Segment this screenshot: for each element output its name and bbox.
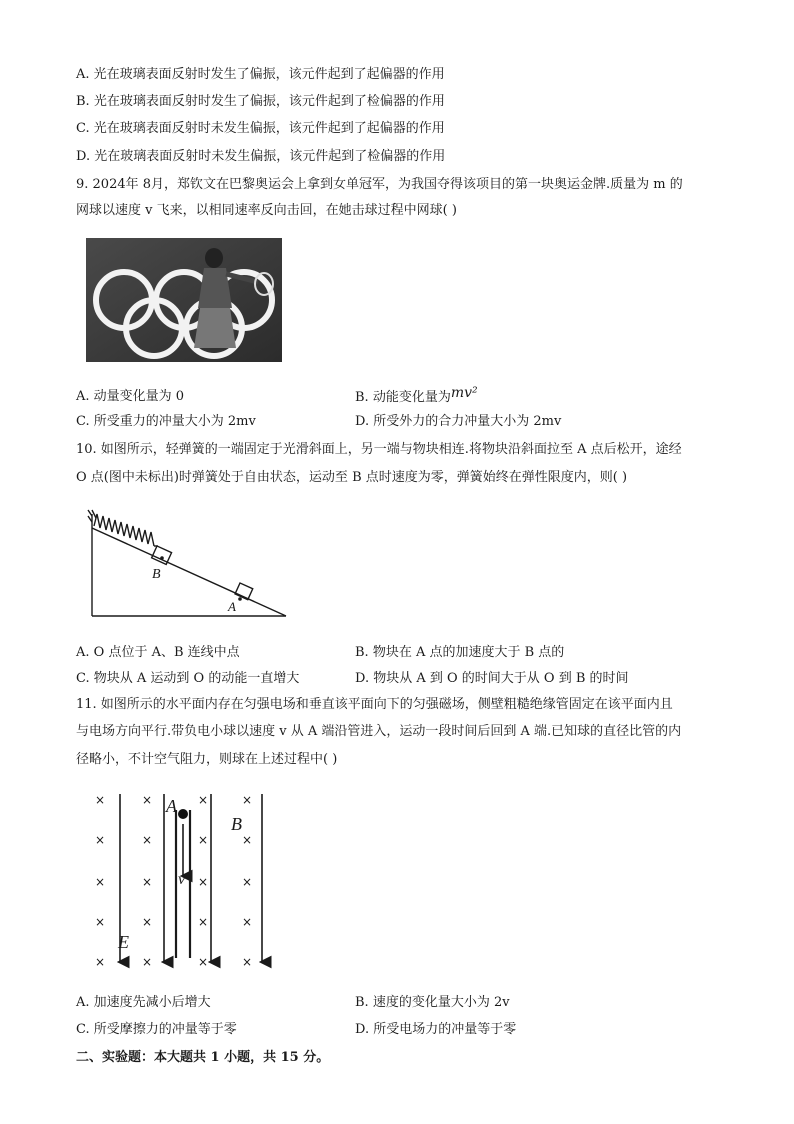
q9-option-b-formula: mv² [450,385,478,401]
label-end-a: A [166,796,177,816]
magnetic-field-x-mark: × [242,793,253,807]
magnetic-field-x-mark: × [95,875,106,889]
label-point-a: A [228,599,236,614]
magnetic-field-x-mark: × [198,833,209,847]
magnetic-field-x-mark: × [142,915,153,929]
q9-stem-line1: 9. 2024年 8月，郑钦文在巴黎奥运会上拿到女单冠军，为我国夺得该项目的第一块奥运金牌.质量为 m 的 [76,177,683,192]
magnetic-field-x-mark: × [142,793,153,807]
block-at-a [235,583,253,600]
magnetic-field-x-mark: × [242,955,253,969]
q11-option-b: B. 速度的变化量大小为 2v [355,995,510,1010]
q8-option-d: D. 光在玻璃表面反射时未发生偏振，该元件起到了检偏器的作用 [76,149,446,164]
q10-option-a: A. O 点位于 A、B 连线中点 [76,645,240,660]
olympic-rings-icon [86,238,282,362]
magnetic-field-x-mark: × [198,793,209,807]
magnetic-field-x-mark: × [95,955,106,969]
q10-option-c: C. 物块从 A 运动到 O 的动能一直增大 [76,671,300,686]
q11-stem-line1: 11. 如图所示的水平面内存在匀强电场和垂直该平面向下的匀强磁场，侧壁粗糙绝缘管固定在该平面内且 [76,697,673,712]
q9-option-b-label: B. 动能变化量为 [355,390,451,405]
magnetic-field-x-mark: × [142,833,153,847]
q11-stem-line3: 径略小，不计空气阻力，则球在上述过程中( ) [76,752,338,767]
q10-stem-line1: 10. 如图所示，轻弹簧的一端固定于光滑斜面上，另一端与物块相连.将物块沿斜面拉至 A 点后松开，途经 [76,442,682,457]
magnetic-field-x-mark: × [198,955,209,969]
q9-option-d: D. 所受外力的合力冲量大小为 2mv [355,414,562,429]
olympic-tennis-photo [86,238,282,362]
magnetic-field-x-mark: × [95,833,106,847]
q10-option-b: B. 物块在 A 点的加速度大于 B 点的 [355,645,565,660]
magnetic-field-x-mark: × [142,875,153,889]
incline-surface [92,528,286,616]
magnetic-field-x-mark: × [142,955,153,969]
q11-stem-line2: 与电场方向平行.带负电小球以速度 v 从 A 端沿管进入，运动一段时间后回到 A 端.已知球的直径比管的内 [76,724,682,739]
incline-spring-figure [86,506,291,622]
q8-option-b: B. 光在玻璃表面反射时发生了偏振，该元件起到了检偏器的作用 [76,94,445,109]
magnetic-field-x-mark: × [242,915,253,929]
q9-option-b [355,385,478,407]
field-tube-figure [86,790,286,976]
magnetic-field-x-mark: × [95,793,106,807]
q9-option-a: A. 动量变化量为 0 [76,389,185,404]
section-2-heading: 二、实验题：本大题共 1 小题，共 15 分。 [76,1050,330,1065]
q8-option-c: C. 光在玻璃表面反射时未发生偏振，该元件起到了起偏器的作用 [76,121,445,136]
charged-ball [178,809,188,819]
magnetic-field-x-mark: × [95,915,106,929]
q8-option-a: A. 光在玻璃表面反射时发生了偏振，该元件起到了起偏器的作用 [76,67,445,82]
q11-option-a: A. 加速度先减小后增大 [76,995,211,1010]
q11-option-d: D. 所受电场力的冲量等于零 [355,1022,517,1037]
q10-stem-line2: O 点(图中未标出)时弹簧处于自由状态，运动至 B 点时速度为零，弹簧始终在弹性限度内，则( ) [76,470,628,485]
q10-option-d: D. 物块从 A 到 O 的时间大于从 O 到 B 的时间 [355,671,629,686]
block-at-b [152,546,172,564]
q9-option-c: C. 所受重力的冲量大小为 2mv [76,414,256,429]
magnetic-field-x-mark: × [242,875,253,889]
label-velocity-v: v [178,871,186,888]
q9-stem-line2: 网球以速度 v 飞来，以相同速率反向击回，在她击球过程中网球( ) [76,203,457,218]
magnetic-field-x-mark: × [198,915,209,929]
spring-coil [94,514,154,546]
label-point-b: B [152,567,161,582]
magnetic-field-x-mark: × [198,875,209,889]
q11-option-c: C. 所受摩擦力的冲量等于零 [76,1022,237,1037]
label-field-e: E [118,932,129,952]
label-end-b: B [231,814,242,834]
magnetic-field-x-mark: × [242,833,253,847]
